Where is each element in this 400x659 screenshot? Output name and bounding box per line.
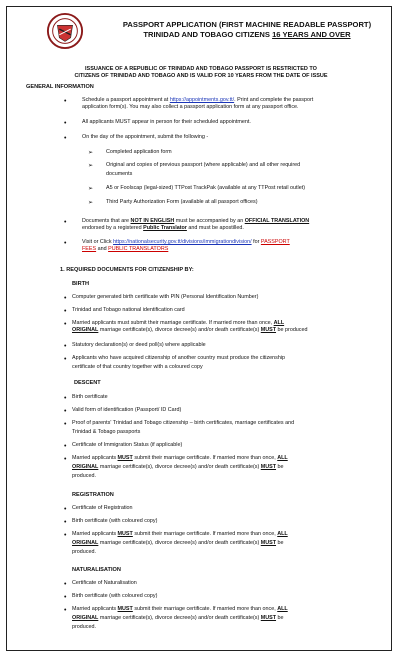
bullet-icon: • [64, 421, 67, 428]
page-title [102, 20, 392, 39]
naturalisation-item-1: Certificate of Naturalisation [72, 580, 137, 586]
seal-icon [46, 12, 84, 50]
naturalisation-item-3: Married applicants MUST submit their marriage certificate. If married more than once, ALL ORIGINAL marriage certificate(s), divorce decree(s) and/or death certificate(s) MUST be produced. [72, 606, 288, 631]
arrow-bullet-icon: ➢ [88, 150, 94, 156]
immigration-link[interactable]: https://nationalsecurity.gov.tt/divisions/immigrationdivision/ [113, 239, 252, 245]
bullet-icon: • [64, 607, 67, 614]
bullet-icon: • [64, 456, 67, 463]
registration-item-2: Birth certificate (with coloured copy) [72, 518, 158, 524]
bullet-icon: • [64, 519, 67, 526]
registration-heading: REGISTRATION [72, 492, 114, 498]
descent-item-2: Valid form of identification (Passport/ ID Card) [72, 407, 182, 413]
general-info-heading: GENERAL INFORMATION [26, 84, 94, 90]
bullet-icon: • [64, 240, 67, 247]
descent-heading: DESCENT [74, 380, 101, 386]
bullet-icon: • [64, 581, 67, 588]
bullet-icon: • [64, 408, 67, 415]
fees-link[interactable]: FEES [82, 246, 97, 253]
bullet-icon: • [64, 506, 67, 513]
birth-heading: BIRTH [72, 281, 90, 287]
sub-item-authorization: Third Party Authorization Form (available at all passport offices) [106, 199, 258, 205]
translation-item: Documents that are NOT IN ENGLISH must be accompanied by an OFFICIAL TRANSLATION endorsed by a registered Public Translator and must be apostilled. [82, 218, 310, 232]
registration-item-1: Certificate of Registration [72, 505, 133, 511]
title-line-1: PASSPORT APPLICATION (FIRST MACHINE READABLE PASSPORT) [122, 20, 372, 29]
sub-item-passport: Original and copies of previous passport (where applicable) and all other required documents [106, 162, 301, 178]
bullet-icon: • [64, 443, 67, 450]
bullet-icon: • [64, 343, 67, 350]
birth-item-2: Trinidad and Tobago national identification card [72, 307, 185, 313]
bullet-icon: • [64, 219, 67, 226]
schedule-item: Schedule a passport appointment at https://appointments.gov.tt/. Print and complete the passport application form(s). You may also collect a passport application form at any passport office. [82, 97, 314, 111]
arrow-bullet-icon: ➢ [88, 200, 94, 206]
arrow-bullet-icon: ➢ [88, 163, 94, 169]
registration-item-3: Married applicants MUST submit their marriage certificate. If married more than once, ALL ORIGINAL marriage certificate(s), divorce decree(s) and/or death certificate(s) MUST be produced. [72, 531, 288, 556]
bullet-icon: • [64, 395, 67, 402]
bullet-icon: • [64, 295, 67, 302]
descent-item-5: Married applicants MUST submit their marriage certificate. If married more than once, ALL ORIGINAL marriage certificate(s), divorce decree(s) and/or death certificate(s) MUST be produced. [72, 455, 288, 480]
descent-item-3: Proof of parents' Trinidad and Tobago citizenship – birth certificates, marriage certificates and Trinidad & Tobago passports [72, 420, 295, 436]
descent-item-1: Birth certificate [72, 394, 108, 400]
bullet-icon: • [64, 135, 67, 142]
header [10, 10, 390, 54]
birth-item-5: Applicants who have acquired citizenship of another country must produce the citizenship certificate of that country together with a coloured copy [72, 355, 286, 371]
on-day-item: On the day of the appointment, submit the following - [82, 134, 209, 140]
birth-item-1: Computer generated birth certificate with PIN (Personal Identification Number) [72, 294, 259, 300]
arrow-bullet-icon: ➢ [88, 186, 94, 192]
bullet-icon: • [64, 594, 67, 601]
visit-item: Visit or Click https://nationalsecurity.gov.tt/divisions/immigrationdivision/ for PASSPORT FEES and PUBLIC TRANSLATORS [82, 239, 290, 253]
sub-item-form: Completed application form [106, 149, 172, 155]
appointments-link[interactable]: https://appointments.gov.tt/ [169, 97, 235, 103]
bullet-icon: • [64, 120, 67, 127]
bullet-icon: • [64, 308, 67, 315]
title-line-2: TRINIDAD AND TOBAGO CITIZENS 16 YEARS AND OVER [143, 29, 351, 39]
naturalisation-heading: NATURALISATION [72, 567, 121, 573]
descent-item-4: Certificate of Immigration Status (if applicable) [72, 442, 183, 448]
restriction-notice: ISSUANCE OF A REPUBLIC OF TRINIDAD AND TOBAGO PASSPORT IS RESTRICTED TO CITIZENS OF TRINIDAD AND TOBAGO AND IS VALID FOR 10 YEARS FROM THE DATE OF ISSUE [74, 66, 328, 80]
translators-link[interactable]: PUBLIC TRANSLATORS [108, 246, 169, 253]
sub-item-trackpak: A5 or Foolscap (legal-sized) TTPost TrackPak (available at any TTPost retail outlet) [106, 185, 306, 191]
birth-item-4: Statutory declaration(s) or deed poll(s) where applicable [72, 342, 206, 348]
bullet-icon: • [64, 356, 67, 363]
required-docs-heading: 1. REQUIRED DOCUMENTS FOR CITIZENSHIP BY: [60, 267, 194, 273]
bullet-icon: • [64, 532, 67, 539]
birth-item-3: Married applicants must submit their marriage certificate. If married more than once, ALL ORIGINAL marriage certificate(s), divorce decree(s) and/or death certificate(s) MUST be produced [72, 320, 308, 334]
naturalisation-item-2: Birth certificate (with coloured copy) [72, 593, 158, 599]
in-person-item: All applicants MUST appear in person for their scheduled appointment. [82, 119, 251, 125]
bullet-icon: • [64, 98, 67, 105]
passport-link[interactable]: PASSPORT [260, 239, 290, 245]
bullet-icon: • [64, 321, 67, 328]
